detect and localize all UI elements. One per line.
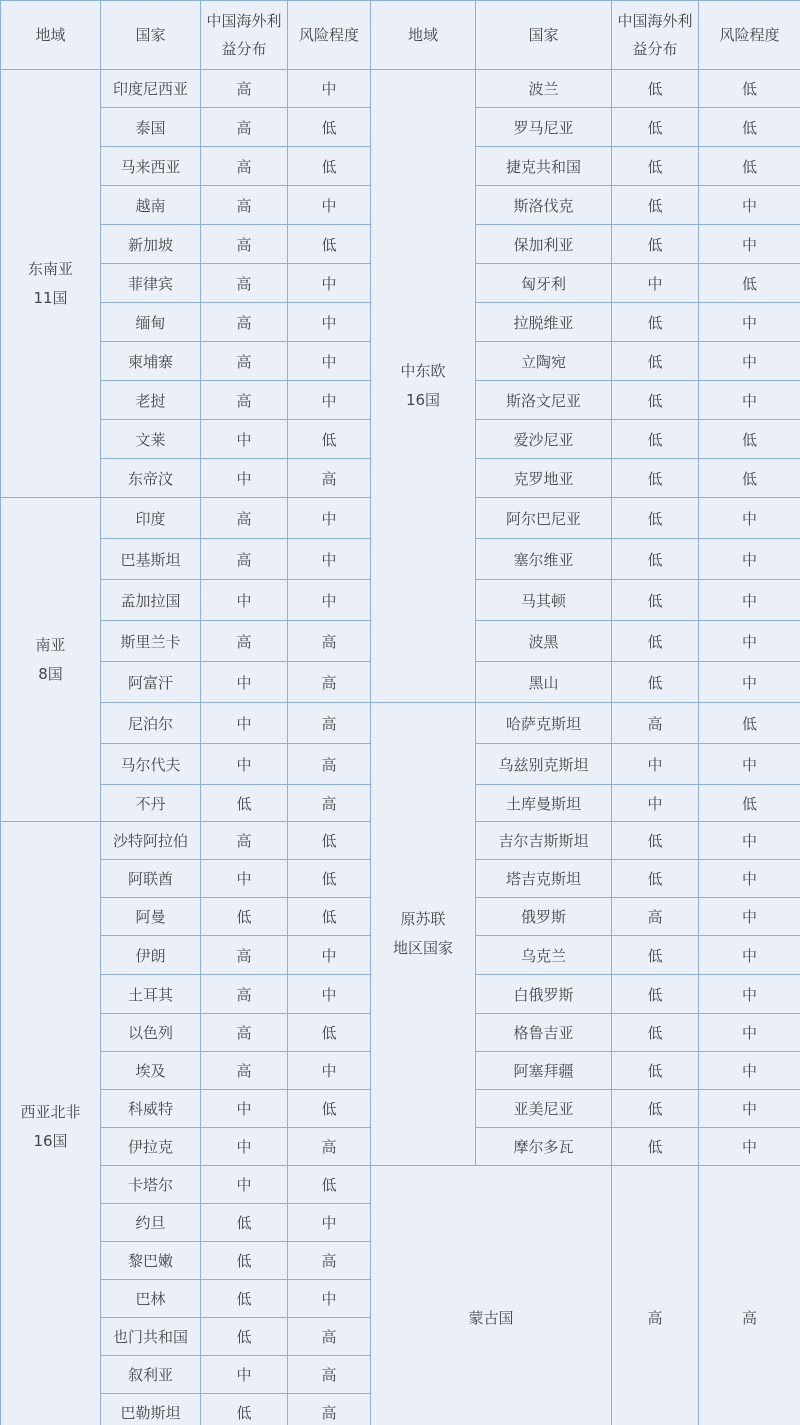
header-risk-left: 风险程度 (288, 1, 371, 70)
country-cell: 塔吉克斯坦 (476, 860, 612, 898)
country-cell: 亚美尼亚 (476, 1090, 612, 1128)
interest-cell: 低 (612, 822, 699, 860)
country-cell: 马尔代夫 (101, 744, 201, 785)
risk-cell: 中 (699, 1090, 800, 1128)
country-cell: 巴勒斯坦 (101, 1394, 201, 1425)
country-cell: 捷克共和国 (476, 147, 612, 186)
country-cell: 保加利亚 (476, 225, 612, 264)
risk-cell: 高 (288, 621, 371, 662)
risk-cell: 低 (699, 70, 800, 108)
interest-cell: 中 (201, 744, 288, 785)
interest-cell: 高 (201, 264, 288, 303)
interest-cell: 低 (612, 621, 699, 662)
interest-cell: 低 (612, 1014, 699, 1052)
interest-cell: 低 (612, 381, 699, 420)
risk-cell: 中 (288, 1280, 371, 1318)
interest-cell: 中 (201, 1090, 288, 1128)
risk-cell: 中 (699, 662, 800, 703)
risk-cell: 中 (699, 822, 800, 860)
interest-cell: 高 (612, 1166, 699, 1425)
interest-cell: 低 (612, 1052, 699, 1090)
risk-cell: 低 (699, 264, 800, 303)
interest-cell: 低 (612, 1090, 699, 1128)
country-cell: 叙利亚 (101, 1356, 201, 1394)
interest-cell: 低 (612, 342, 699, 381)
country-cell: 乌克兰 (476, 936, 612, 975)
region-cell-left (1, 498, 101, 822)
interest-cell: 低 (612, 539, 699, 580)
risk-cell: 中 (699, 381, 800, 420)
interest-cell: 低 (612, 459, 699, 498)
risk-cell: 中 (288, 70, 371, 108)
risk-cell: 中 (699, 1014, 800, 1052)
risk-cell: 低 (288, 898, 371, 936)
risk-cell: 中 (699, 1128, 800, 1166)
region-cell-right (371, 70, 476, 703)
interest-cell: 低 (612, 225, 699, 264)
country-cell: 俄罗斯 (476, 898, 612, 936)
country-cell: 吉尔吉斯斯坦 (476, 822, 612, 860)
interest-cell: 中 (612, 744, 699, 785)
country-cell: 印度 (101, 498, 201, 539)
interest-cell: 中 (201, 662, 288, 703)
interest-cell: 低 (612, 147, 699, 186)
country-cell: 土库曼斯坦 (476, 785, 612, 822)
risk-cell: 高 (288, 744, 371, 785)
interest-cell: 高 (201, 936, 288, 975)
country-cell: 摩尔多瓦 (476, 1128, 612, 1166)
country-cell: 沙特阿拉伯 (101, 822, 201, 860)
risk-cell: 中 (699, 580, 800, 621)
interest-cell: 低 (612, 1128, 699, 1166)
region-cell-left (1, 70, 101, 498)
interest-cell: 中 (201, 703, 288, 744)
risk-cell: 低 (288, 147, 371, 186)
risk-cell: 中 (699, 225, 800, 264)
risk-cell: 中 (288, 186, 371, 225)
interest-cell: 中 (201, 1128, 288, 1166)
country-cell: 波兰 (476, 70, 612, 108)
interest-cell: 低 (201, 785, 288, 822)
country-cell: 巴基斯坦 (101, 539, 201, 580)
header-interest-left: 中国海外利益分布 (201, 1, 288, 70)
region-label: 东南亚 (27, 259, 73, 278)
country-cell: 约旦 (101, 1204, 201, 1242)
country-cell: 塞尔维亚 (476, 539, 612, 580)
risk-cell: 中 (699, 744, 800, 785)
interest-cell: 低 (612, 70, 699, 108)
country-cell: 伊拉克 (101, 1128, 201, 1166)
country-cell: 阿塞拜疆 (476, 1052, 612, 1090)
country-cell: 柬埔寨 (101, 342, 201, 381)
risk-cell: 中 (288, 539, 371, 580)
region-label: 中东欧 (400, 362, 446, 380)
region-cell-left (1, 822, 101, 1425)
country-cell: 也门共和国 (101, 1318, 201, 1356)
interest-cell: 中 (201, 420, 288, 459)
country-cell: 黎巴嫩 (101, 1242, 201, 1280)
country-cell: 波黑 (476, 621, 612, 662)
interest-cell: 低 (612, 662, 699, 703)
risk-cell: 低 (288, 1014, 371, 1052)
risk-cell: 高 (288, 662, 371, 703)
risk-cell: 中 (699, 860, 800, 898)
country-cell: 哈萨克斯坦 (476, 703, 612, 744)
interest-cell: 低 (201, 1242, 288, 1280)
country-cell: 缅甸 (101, 303, 201, 342)
risk-cell: 中 (699, 303, 800, 342)
interest-cell: 高 (201, 498, 288, 539)
risk-cell: 低 (288, 420, 371, 459)
risk-cell: 中 (288, 303, 371, 342)
country-cell: 泰国 (101, 108, 201, 147)
risk-cell: 高 (288, 1318, 371, 1356)
country-cell: 不丹 (101, 785, 201, 822)
interest-cell: 高 (201, 225, 288, 264)
region-label: 8国 (38, 664, 63, 683)
interest-cell: 低 (612, 860, 699, 898)
risk-cell: 中 (699, 936, 800, 975)
country-cell: 拉脱维亚 (476, 303, 612, 342)
risk-cell: 中 (288, 381, 371, 420)
country-cell: 新加坡 (101, 225, 201, 264)
risk-cell: 高 (288, 1128, 371, 1166)
table-row (1, 703, 800, 744)
interest-cell: 中 (612, 264, 699, 303)
risk-cell: 高 (699, 1166, 800, 1425)
country-cell: 立陶宛 (476, 342, 612, 381)
header-risk-right: 风险程度 (699, 1, 800, 70)
header-region-right: 地域 (371, 1, 476, 70)
interest-cell: 高 (612, 703, 699, 744)
interest-cell: 低 (612, 936, 699, 975)
country-cell: 爱沙尼亚 (476, 420, 612, 459)
risk-cell: 低 (699, 420, 800, 459)
risk-cell: 高 (288, 1356, 371, 1394)
interest-cell: 低 (201, 898, 288, 936)
interest-cell: 低 (201, 1318, 288, 1356)
interest-cell: 中 (201, 580, 288, 621)
region-label: 南亚 (35, 635, 66, 654)
country-cell: 东帝汶 (101, 459, 201, 498)
region-label: 原苏联 (400, 910, 446, 928)
region-label: 11国 (33, 288, 68, 307)
risk-cell: 高 (288, 785, 371, 822)
interest-cell: 高 (201, 70, 288, 108)
region-cell-right: 蒙古国 (371, 1166, 612, 1425)
country-cell: 巴林 (101, 1280, 201, 1318)
risk-cell: 中 (288, 498, 371, 539)
risk-cell: 中 (699, 898, 800, 936)
risk-cell: 高 (288, 459, 371, 498)
risk-cell: 中 (288, 1052, 371, 1090)
country-cell: 白俄罗斯 (476, 975, 612, 1014)
risk-cell: 中 (288, 1204, 371, 1242)
country-cell: 阿曼 (101, 898, 201, 936)
risk-cell: 中 (699, 186, 800, 225)
interest-cell: 高 (201, 108, 288, 147)
country-cell: 匈牙利 (476, 264, 612, 303)
risk-cell: 中 (699, 621, 800, 662)
header-region-left: 地域 (1, 1, 101, 70)
interest-cell: 高 (201, 621, 288, 662)
country-cell: 老挝 (101, 381, 201, 420)
interest-cell: 低 (612, 420, 699, 459)
interest-cell: 低 (612, 498, 699, 539)
country-cell: 克罗地亚 (476, 459, 612, 498)
interest-cell: 低 (612, 108, 699, 147)
risk-cell: 中 (699, 975, 800, 1014)
interest-cell: 低 (612, 186, 699, 225)
country-cell: 以色列 (101, 1014, 201, 1052)
region-label: 16国 (33, 1131, 68, 1150)
risk-cell: 中 (699, 539, 800, 580)
risk-cell: 低 (699, 459, 800, 498)
interest-cell: 低 (201, 1280, 288, 1318)
risk-cell: 高 (288, 1394, 371, 1425)
risk-cell: 中 (699, 1052, 800, 1090)
interest-cell: 中 (201, 860, 288, 898)
interest-cell: 高 (201, 1014, 288, 1052)
risk-cell: 低 (699, 703, 800, 744)
risk-cell: 中 (288, 342, 371, 381)
interest-cell: 低 (201, 1204, 288, 1242)
country-cell: 马来西亚 (101, 147, 201, 186)
risk-cell: 高 (288, 703, 371, 744)
interest-cell: 低 (201, 1394, 288, 1425)
risk-cell: 低 (699, 147, 800, 186)
risk-cell: 高 (288, 1242, 371, 1280)
country-cell: 阿尔巴尼亚 (476, 498, 612, 539)
country-cell: 卡塔尔 (101, 1166, 201, 1204)
country-cell: 伊朗 (101, 936, 201, 975)
country-cell: 斯洛文尼亚 (476, 381, 612, 420)
risk-cell: 低 (288, 1166, 371, 1204)
region-label: 16国 (405, 391, 441, 409)
risk-cell: 中 (288, 264, 371, 303)
region-label: 地区国家 (392, 939, 453, 957)
header-row (1, 1, 800, 70)
risk-cell: 低 (288, 822, 371, 860)
interest-cell: 高 (612, 898, 699, 936)
country-cell: 黑山 (476, 662, 612, 703)
country-cell: 埃及 (101, 1052, 201, 1090)
header-interest-right: 中国海外利益分布 (612, 1, 699, 70)
table-row (1, 70, 800, 108)
risk-cell: 中 (288, 936, 371, 975)
interest-cell: 中 (201, 1166, 288, 1204)
risk-cell: 低 (288, 225, 371, 264)
risk-cell: 中 (699, 498, 800, 539)
interest-cell: 高 (201, 975, 288, 1014)
interest-cell: 中 (201, 459, 288, 498)
risk-cell: 中 (288, 975, 371, 1014)
risk-cell: 低 (699, 785, 800, 822)
risk-cell: 低 (288, 860, 371, 898)
interest-cell: 低 (612, 975, 699, 1014)
country-cell: 土耳其 (101, 975, 201, 1014)
interest-cell: 高 (201, 303, 288, 342)
risk-cell: 中 (288, 580, 371, 621)
country-cell: 阿联酋 (101, 860, 201, 898)
interest-cell: 中 (201, 1356, 288, 1394)
country-cell: 尼泊尔 (101, 703, 201, 744)
country-cell: 马其顿 (476, 580, 612, 621)
interest-cell: 高 (201, 539, 288, 580)
header-country-left: 国家 (101, 1, 201, 70)
country-cell: 印度尼西亚 (101, 70, 201, 108)
country-cell: 文莱 (101, 420, 201, 459)
interest-cell: 高 (201, 186, 288, 225)
interest-cell: 低 (612, 303, 699, 342)
interest-cell: 高 (201, 342, 288, 381)
interest-cell: 高 (201, 1052, 288, 1090)
interest-cell: 高 (201, 822, 288, 860)
country-cell: 乌兹别克斯坦 (476, 744, 612, 785)
country-cell: 科威特 (101, 1090, 201, 1128)
country-cell: 斯洛伐克 (476, 186, 612, 225)
interest-cell: 高 (201, 147, 288, 186)
table-row (1, 1166, 800, 1204)
interest-cell: 中 (612, 785, 699, 822)
country-cell: 菲律宾 (101, 264, 201, 303)
risk-cell: 低 (699, 108, 800, 147)
interest-cell: 低 (612, 580, 699, 621)
interest-cell: 高 (201, 381, 288, 420)
country-cell: 斯里兰卡 (101, 621, 201, 662)
country-cell: 格鲁吉亚 (476, 1014, 612, 1052)
risk-cell: 中 (699, 342, 800, 381)
risk-cell: 低 (288, 108, 371, 147)
risk-cell: 低 (288, 1090, 371, 1128)
region-label: 西亚北非 (20, 1102, 81, 1121)
region-cell-right (371, 703, 476, 1166)
header-country-right: 国家 (476, 1, 612, 70)
country-cell: 罗马尼亚 (476, 108, 612, 147)
country-cell: 阿富汗 (101, 662, 201, 703)
country-cell: 孟加拉国 (101, 580, 201, 621)
country-cell: 越南 (101, 186, 201, 225)
